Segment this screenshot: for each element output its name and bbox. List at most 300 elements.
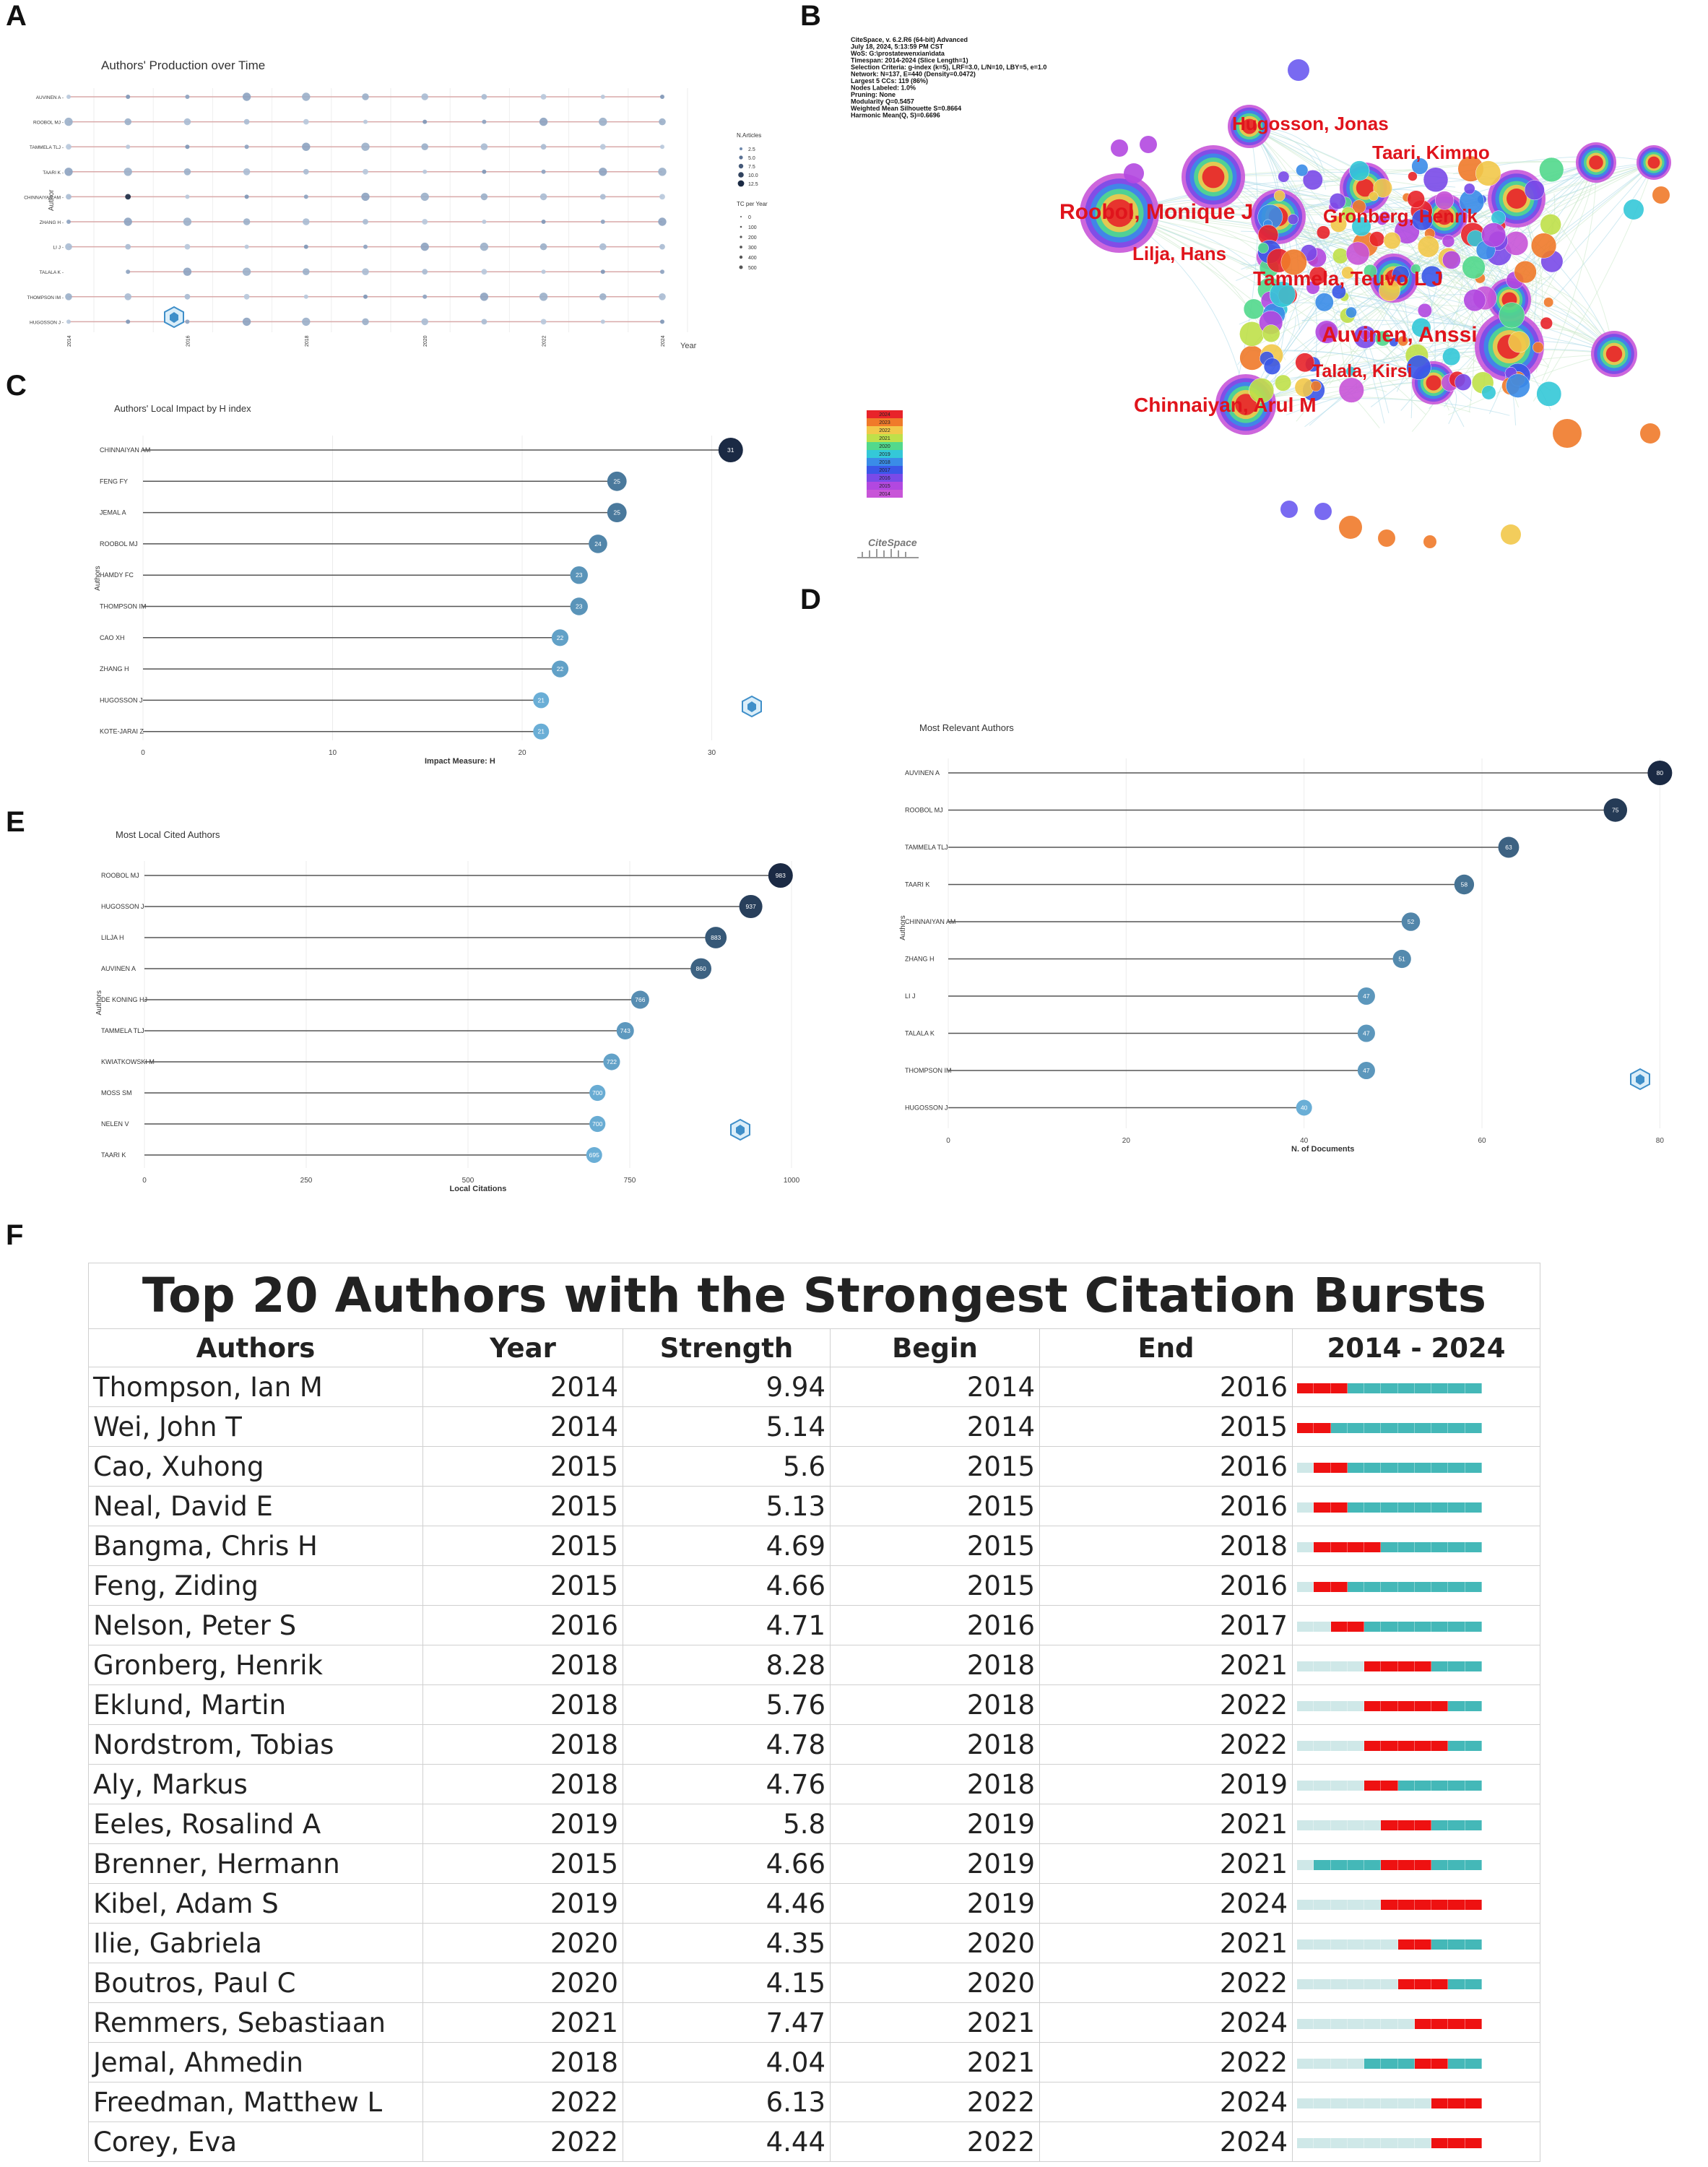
network-label: Lilja, Hans [1132, 243, 1227, 264]
burst-segment [1297, 1383, 1314, 1393]
burst-segment [1314, 1542, 1330, 1552]
x-axis-label: N. of Documents [1291, 1145, 1355, 1154]
value-label: 51 [1398, 955, 1405, 963]
x-tick-label: 0 [142, 1177, 147, 1185]
burst-author-cell: Nelson, Peter S [89, 1606, 423, 1645]
network-node [1499, 303, 1525, 328]
burst-segment [1465, 1979, 1482, 1989]
burst-author-cell: Wei, John T [89, 1407, 423, 1447]
year-tick: 2016 [186, 335, 191, 347]
network-header-line: Largest 5 CCs: 119 (86%) [851, 77, 929, 85]
burst-end-cell: 2018 [1040, 1526, 1293, 1566]
burst-segment [1364, 1820, 1381, 1830]
burst-row [89, 2122, 1540, 2162]
burst-segment [1364, 1502, 1381, 1513]
burst-segment [1364, 1582, 1381, 1592]
production-point [599, 243, 607, 251]
production-point [601, 269, 605, 274]
network-node [1540, 214, 1561, 235]
burst-segment [1381, 1701, 1397, 1711]
burst-end-cell: 2024 [1040, 1884, 1293, 1924]
burst-segment [1364, 1423, 1381, 1433]
legend-tc-label: 500 [748, 266, 757, 271]
value-label: 24 [594, 540, 602, 548]
value-label: 700 [592, 1089, 603, 1097]
burst-segment [1415, 1463, 1431, 1473]
burst-segment [1431, 1582, 1448, 1592]
burst-author-cell: Bangma, Chris H [89, 1526, 423, 1566]
network-label: Roobol, Monique J [1059, 200, 1254, 224]
burst-segment [1348, 1383, 1364, 1393]
burst-segment [1448, 2019, 1465, 2029]
value-label: 58 [1460, 881, 1468, 888]
burst-segment [1314, 1741, 1330, 1751]
production-point [660, 95, 664, 99]
burst-bar-cell [1293, 1645, 1540, 1685]
year-tick: 2014 [67, 335, 72, 347]
production-point [658, 168, 666, 176]
burst-segment [1448, 1383, 1465, 1393]
legend-tc-dot [740, 246, 742, 248]
production-point [482, 220, 486, 224]
burst-segment [1415, 1820, 1431, 1830]
production-point [421, 143, 428, 150]
burst-segment [1431, 1781, 1448, 1791]
production-point [243, 92, 251, 100]
network-node [1652, 186, 1670, 204]
burst-segment [1297, 1701, 1314, 1711]
production-point [185, 294, 191, 300]
network-node-ring [1606, 346, 1622, 362]
burst-segment [1415, 1423, 1431, 1433]
production-point [480, 293, 488, 300]
burst-bar-cell [1293, 2003, 1540, 2043]
production-point [660, 269, 664, 274]
burst-segment [1465, 2019, 1482, 2029]
burst-segment [1381, 1820, 1397, 1830]
burst-segment [1297, 1661, 1314, 1671]
burst-bar-cell [1293, 2082, 1540, 2122]
watermark-logo [731, 1120, 750, 1140]
burst-bar-cell [1293, 1884, 1540, 1924]
burst-end-cell: 2024 [1040, 2003, 1293, 2043]
burst-segment [1381, 2098, 1397, 2108]
production-point [421, 193, 429, 201]
burst-segment [1381, 1741, 1397, 1751]
production-point [245, 144, 249, 149]
network-node [1543, 298, 1553, 308]
burst-segment [1364, 2098, 1381, 2108]
burst-author-cell: Corey, Eva [89, 2122, 423, 2162]
network-node [1332, 248, 1348, 264]
burst-segment [1465, 1860, 1482, 1870]
network-node [1462, 256, 1486, 279]
burst-row [89, 1447, 1540, 1487]
burst-segment [1314, 1820, 1330, 1830]
y-axis-label: Authors [94, 566, 102, 591]
network-node-ring [1426, 376, 1442, 391]
network-node [1509, 332, 1530, 352]
burst-segment [1465, 2138, 1482, 2148]
legend-article-dot [738, 172, 744, 178]
burst-segment [1415, 2059, 1431, 2069]
burst-segment [1348, 1701, 1364, 1711]
x-tick-label: 0 [946, 1137, 950, 1145]
production-point [362, 93, 369, 100]
network-node [1278, 171, 1290, 183]
burst-segment [1348, 1781, 1364, 1791]
burst-year-cell: 2015 [423, 1487, 623, 1526]
production-point [599, 168, 607, 176]
burst-segment [1465, 1463, 1482, 1473]
production-point [65, 293, 72, 300]
burst-timeline [1297, 1741, 1482, 1751]
burst-segment [1431, 2138, 1448, 2148]
burst-strength-cell: 7.47 [623, 2003, 831, 2043]
burst-author-cell: Kibel, Adam S [89, 1884, 423, 1924]
burst-end-cell: 2022 [1040, 1725, 1293, 1765]
burst-begin-cell: 2019 [831, 1804, 1040, 1844]
production-point [658, 217, 666, 225]
production-point [541, 94, 547, 100]
burst-segment [1465, 1741, 1482, 1751]
x-tick-label: 0 [141, 749, 145, 757]
burst-begin-cell: 2020 [831, 1963, 1040, 2003]
burst-bar-cell [1293, 1844, 1540, 1884]
burst-segment [1431, 1820, 1448, 1830]
burst-segment [1314, 1939, 1330, 1950]
network-node [1442, 347, 1460, 366]
x-tick-label: 80 [1655, 1137, 1664, 1145]
burst-segment [1431, 1701, 1448, 1711]
category-label: HUGOSSON J [101, 903, 144, 910]
burst-year-cell: 2020 [423, 1924, 623, 1963]
col-timespan-header: 2014 - 2024 [1293, 1329, 1540, 1367]
category-label: LI J [905, 992, 916, 1000]
burst-segment [1331, 1820, 1348, 1830]
burst-segment [1431, 2098, 1448, 2108]
category-label: FENG FY [100, 477, 129, 485]
burst-timeline [1297, 2059, 1482, 2069]
burst-segment [1398, 1701, 1415, 1711]
burst-begin-cell: 2018 [831, 1645, 1040, 1685]
burst-segment [1448, 1979, 1465, 1989]
burst-timeline [1297, 1900, 1482, 1910]
panel-a-ylabel: Author [48, 189, 56, 211]
burst-segment [1364, 1542, 1381, 1552]
burst-segment [1331, 1741, 1348, 1751]
category-label: ZHANG H [905, 955, 935, 963]
burst-year-cell: 2015 [423, 1844, 623, 1884]
author-label: HUGOSSON J - [30, 320, 64, 326]
burst-timeline [1297, 1979, 1482, 1989]
citation-burst-table [88, 1263, 1540, 2162]
year-tick: 2018 [304, 335, 310, 347]
burst-year-cell: 2022 [423, 2082, 623, 2122]
burst-author-cell: Eklund, Martin [89, 1685, 423, 1725]
burst-begin-cell: 2014 [831, 1407, 1040, 1447]
burst-segment [1297, 1582, 1314, 1592]
burst-segment [1465, 1383, 1482, 1393]
burst-begin-cell: 2018 [831, 1685, 1040, 1725]
burst-segment [1364, 2059, 1381, 2069]
burst-begin-cell: 2021 [831, 2043, 1040, 2082]
value-label: 52 [1407, 918, 1415, 925]
year-legend-label: 2020 [879, 444, 890, 449]
burst-row [89, 1685, 1540, 1725]
burst-end-cell: 2015 [1040, 1407, 1293, 1447]
burst-segment [1431, 1542, 1448, 1552]
legend-tc-label: 400 [748, 256, 757, 261]
value-label: 700 [592, 1120, 603, 1128]
burst-segment [1448, 1661, 1465, 1671]
chart-title: Most Local Cited Authors [116, 829, 220, 840]
burst-segment [1465, 1701, 1482, 1711]
network-node [1339, 516, 1362, 539]
category-label: CHINNAIYAN AM [905, 918, 956, 925]
burst-segment [1415, 1860, 1431, 1870]
burst-bar-cell [1293, 1606, 1540, 1645]
production-point [303, 218, 310, 225]
category-label: TAMMELA TLJ [101, 1027, 144, 1034]
category-label: AUVINEN A [905, 769, 940, 777]
col-authors-header: Authors [89, 1329, 423, 1367]
network-node [1274, 190, 1285, 201]
burst-segment [1415, 1622, 1431, 1632]
network-header-line: Weighted Mean Silhouette S=0.8664 [851, 105, 962, 112]
category-label: HUGOSSON J [905, 1104, 948, 1112]
year-tick: 2024 [661, 335, 666, 347]
watermark-logo [742, 696, 761, 717]
network-header-line: CiteSpace, v. 6.2.R6 (64-bit) Advanced [851, 36, 968, 43]
burst-strength-cell: 5.14 [623, 1407, 831, 1447]
burst-author-cell: Thompson, Ian M [89, 1367, 423, 1407]
burst-segment [1348, 1900, 1364, 1910]
burst-segment [1381, 1542, 1397, 1552]
legend-tc-dot [740, 235, 742, 238]
burst-segment [1364, 1701, 1381, 1711]
production-point [542, 220, 546, 224]
burst-segment [1331, 1622, 1348, 1632]
burst-segment [1431, 1860, 1448, 1870]
burst-year-cell: 2021 [423, 2003, 623, 2043]
burst-bar-cell [1293, 2122, 1540, 2162]
category-label: NELEN V [101, 1120, 129, 1128]
burst-segment [1398, 1542, 1415, 1552]
burst-segment [1348, 1542, 1364, 1552]
burst-author-cell: Gronberg, Henrik [89, 1645, 423, 1685]
value-label: 25 [613, 477, 620, 485]
legend-tc-dot [740, 256, 742, 259]
burst-timeline [1297, 1502, 1482, 1513]
burst-author-cell: Nordstrom, Tobias [89, 1725, 423, 1765]
network-node [1537, 381, 1561, 406]
burst-segment [1297, 2059, 1314, 2069]
burst-segment [1448, 1860, 1465, 1870]
production-point [64, 118, 72, 126]
burst-end-cell: 2024 [1040, 2082, 1293, 2122]
value-label: 31 [727, 446, 734, 454]
network-node [1418, 303, 1431, 317]
burst-segment [1381, 2059, 1397, 2069]
burst-segment [1381, 1860, 1397, 1870]
burst-begin-cell: 2020 [831, 1924, 1040, 1963]
production-point [361, 143, 369, 151]
burst-segment [1448, 1542, 1465, 1552]
production-point [304, 295, 308, 299]
burst-author-cell: Eeles, Rosalind A [89, 1804, 423, 1844]
legend-article-label: 7.5 [748, 165, 755, 170]
production-point [659, 293, 666, 300]
category-label: THOMPSON IM [100, 602, 147, 610]
burst-bar-cell [1293, 1487, 1540, 1526]
legend-tc-dot [740, 226, 742, 228]
burst-segment [1381, 1781, 1397, 1791]
burst-segment [1364, 1860, 1381, 1870]
production-point [65, 243, 72, 251]
burst-strength-cell: 4.35 [623, 1924, 831, 1963]
burst-segment [1398, 2098, 1415, 2108]
burst-segment [1465, 2059, 1482, 2069]
burst-segment [1465, 1502, 1482, 1513]
network-label: Auvinen, Anssi [1322, 323, 1478, 347]
value-label: 47 [1363, 1067, 1370, 1074]
burst-segment [1415, 1383, 1431, 1393]
burst-segment [1297, 1860, 1314, 1870]
burst-segment [1331, 1860, 1348, 1870]
burst-strength-cell: 4.69 [623, 1526, 831, 1566]
production-point [363, 169, 368, 175]
burst-segment [1297, 1741, 1314, 1751]
burst-begin-cell: 2018 [831, 1765, 1040, 1804]
burst-segment [1314, 1423, 1330, 1433]
category-label: LILJA H [101, 934, 124, 941]
production-point [66, 194, 71, 200]
production-point [185, 95, 189, 99]
burst-year-cell: 2018 [423, 2043, 623, 2082]
burst-end-cell: 2024 [1040, 2122, 1293, 2162]
burst-segment [1415, 1939, 1431, 1950]
production-point [659, 244, 665, 250]
network-node [1264, 358, 1280, 375]
burst-segment [1314, 1860, 1330, 1870]
x-tick-label: 10 [328, 749, 337, 757]
burst-segment [1448, 1423, 1465, 1433]
burst-segment [1381, 1502, 1397, 1513]
burst-segment [1297, 1423, 1314, 1433]
burst-segment [1431, 1900, 1448, 1910]
category-label: TAARI K [101, 1151, 126, 1159]
year-legend-label: 2024 [879, 412, 890, 418]
burst-timeline [1297, 1820, 1482, 1830]
category-label: TALALA K [905, 1029, 935, 1037]
burst-segment [1331, 2059, 1348, 2069]
burst-year-cell: 2016 [423, 1606, 623, 1645]
burst-segment [1364, 1622, 1381, 1632]
network-node [1481, 223, 1506, 248]
legend-tc-dot [740, 216, 742, 217]
burst-segment [1398, 1582, 1415, 1592]
value-label: 743 [620, 1027, 630, 1034]
burst-segment [1331, 2098, 1348, 2108]
burst-segment [1431, 1383, 1448, 1393]
burst-segment [1381, 1463, 1397, 1473]
burst-strength-cell: 4.71 [623, 1606, 831, 1645]
burst-segment [1364, 1741, 1381, 1751]
production-point [422, 219, 428, 225]
burst-timeline [1297, 1463, 1482, 1473]
burst-segment [1465, 1582, 1482, 1592]
burst-segment [1348, 1741, 1364, 1751]
legend-tc-label: 100 [748, 225, 757, 230]
x-tick-label: 40 [1300, 1137, 1309, 1145]
burst-segment [1348, 2019, 1364, 2029]
burst-begin-cell: 2015 [831, 1487, 1040, 1526]
burst-segment [1297, 2138, 1314, 2148]
burst-segment [1448, 2138, 1465, 2148]
burst-timeline [1297, 1542, 1482, 1552]
burst-timeline [1297, 2019, 1482, 2029]
production-point [421, 319, 428, 326]
burst-segment [1348, 1582, 1364, 1592]
legend-tc-label: 300 [748, 246, 757, 251]
network-node [1262, 325, 1280, 342]
burst-segment [1398, 2019, 1415, 2029]
burst-author-cell: Remmers, Sebastiaan [89, 2003, 423, 2043]
legend-article-dot [740, 147, 742, 150]
network-label: Gronberg, Henrik [1323, 205, 1478, 227]
production-point [421, 93, 428, 100]
value-label: 80 [1656, 769, 1664, 777]
production-point [243, 318, 251, 326]
production-point [422, 170, 427, 174]
network-node [1314, 503, 1332, 520]
x-axis-label: Impact Measure: H [425, 757, 495, 766]
network-node [1525, 180, 1545, 200]
burst-bar-cell [1293, 1924, 1540, 1963]
category-label: ROOBOL MJ [101, 872, 139, 879]
watermark-logo [1631, 1069, 1650, 1089]
burst-end-cell: 2021 [1040, 1804, 1293, 1844]
network-label: Talala, Kirsi [1312, 361, 1413, 381]
network-node [1418, 236, 1439, 258]
burst-segment [1398, 1423, 1415, 1433]
network-node [1296, 164, 1308, 176]
burst-segment [1297, 1820, 1314, 1830]
burst-segment [1448, 1582, 1465, 1592]
burst-segment [1465, 1423, 1482, 1433]
burst-segment [1381, 1383, 1397, 1393]
burst-segment [1415, 2019, 1431, 2029]
burst-bar-cell [1293, 1685, 1540, 1725]
col-year-header: Year [423, 1329, 623, 1367]
burst-segment [1314, 2019, 1330, 2029]
burst-row [89, 1407, 1540, 1447]
network-node [1501, 524, 1521, 545]
burst-segment [1331, 1423, 1348, 1433]
production-point [482, 120, 486, 124]
burst-segment [1431, 1661, 1448, 1671]
burst-row [89, 1884, 1540, 1924]
production-point [600, 144, 606, 150]
category-label: TAMMELA TLJ [905, 844, 948, 851]
burst-segment [1465, 1900, 1482, 1910]
network-node [1111, 139, 1128, 157]
author-label: LI J - [53, 245, 64, 251]
burst-segment [1398, 1900, 1415, 1910]
production-point [601, 319, 605, 324]
production-point [363, 120, 368, 124]
